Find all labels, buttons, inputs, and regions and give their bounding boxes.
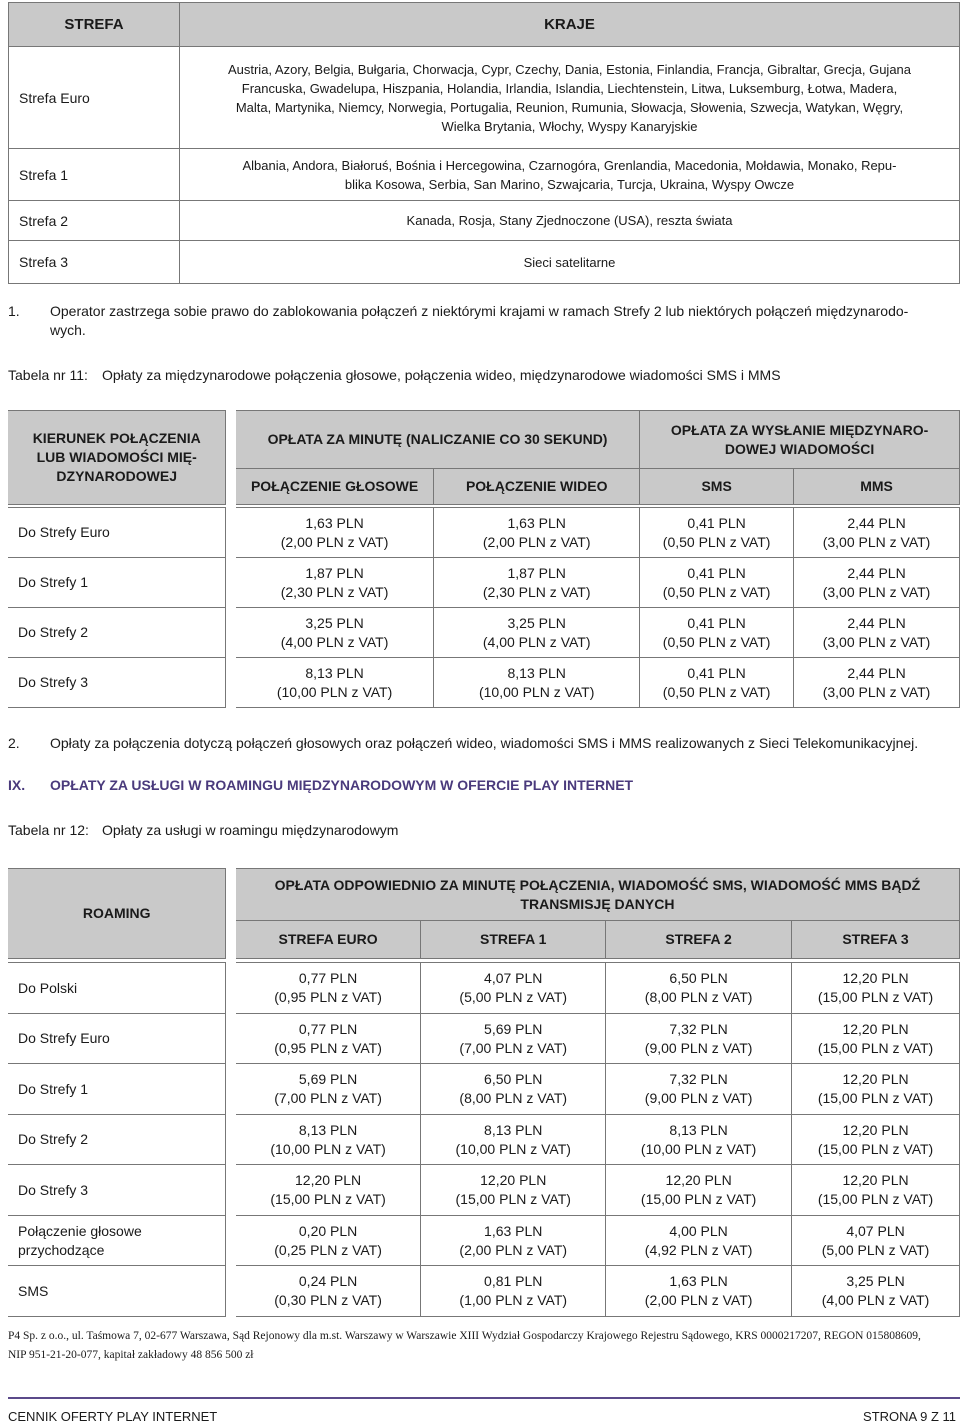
- price-cell: [434, 558, 640, 608]
- price-cell: [606, 1266, 792, 1317]
- price-net: 4,07 PLN: [484, 970, 543, 986]
- price-net: 12,20 PLN: [842, 1172, 909, 1188]
- subheader-strefa-euro: STREFA EURO: [236, 921, 421, 959]
- zone-name: Strefa 3: [9, 241, 180, 284]
- price-cell: [236, 1064, 421, 1115]
- price-cell: [421, 1014, 606, 1064]
- price-net: 1,63 PLN: [507, 514, 566, 531]
- price-cell: [421, 1115, 606, 1165]
- price-net: 2,44 PLN: [847, 664, 906, 681]
- table-row: [8, 1165, 960, 1216]
- zone-name: Strefa 1: [9, 149, 180, 201]
- price-net: 12,20 PLN: [842, 1071, 909, 1087]
- row-label: Do Strefy 2: [8, 1115, 226, 1165]
- legal-line: NIP 951-21-20-077, kapitał zakładowy 48 856 500 zł: [8, 1349, 254, 1361]
- price-gross: (8,00 PLN z VAT): [459, 1090, 568, 1106]
- price-cell: [640, 558, 794, 608]
- price-cell: [236, 1115, 421, 1165]
- price-gross: (3,00 PLN z VAT): [822, 633, 931, 650]
- subheader-sms: SMS: [640, 469, 794, 505]
- zone-name: Strefa 2: [9, 201, 180, 241]
- section-number: IX.: [8, 777, 26, 793]
- note-text-cont: wych.: [50, 322, 86, 338]
- price-net: 1,87 PLN: [305, 564, 364, 581]
- zones-row: [9, 201, 960, 241]
- price-net: 8,13 PLN: [484, 1121, 543, 1138]
- price-net: 12,20 PLN: [295, 1172, 362, 1188]
- price-cell: [236, 1014, 421, 1064]
- price-net: 0,81 PLN: [484, 1273, 543, 1289]
- table-12-body: [8, 962, 960, 1317]
- zone-countries: [180, 149, 960, 201]
- price-net: 1,87 PLN: [507, 564, 566, 581]
- price-cell: [421, 1064, 606, 1115]
- zones-header-zone: STREFA: [9, 3, 180, 47]
- countries-line: Albania, Andora, Białoruś, Bośnia i Hercegowina, Czarnogóra, Grenlandia, Macedonia, Mołdawia, Monako, Repu-: [242, 157, 897, 173]
- countries-line: Francuska, Gwadelupa, Hiszpania, Holandia, Irlandia, Islandia, Liechtenstein, Litwa, Luksemburg, Łotwa, Madera,: [241, 80, 898, 96]
- price-gross: (0,25 PLN z VAT): [274, 1241, 382, 1258]
- row-label: Do Strefy Euro: [8, 1014, 226, 1064]
- table-12: [8, 868, 960, 959]
- price-gross: (15,00 PLN z VAT): [817, 1039, 934, 1056]
- price-net: 12,20 PLN: [842, 1121, 909, 1138]
- price-gross: (15,00 PLN z VAT): [817, 989, 934, 1005]
- price-cell: [236, 608, 434, 658]
- table-row: [8, 1216, 960, 1266]
- zone-countries: [180, 201, 960, 241]
- price-cell: [794, 608, 960, 658]
- caption-text: Opłaty za usługi w roamingu międzynarodowym: [102, 822, 399, 838]
- price-net: 0,77 PLN: [298, 1020, 358, 1037]
- price-net: 6,50 PLN: [669, 970, 728, 986]
- legal-line: P4 Sp. z o.o., ul. Taśmowa 7, 02-677 Warszawa, Sąd Rejonowy dla m.st. Warszawy w Warszawie XIII Wydział Gospodarczy Krajowego Rejestru Sądowego, KRS 0000217207, REGON 015808609,: [8, 1330, 921, 1342]
- price-net: 5,69 PLN: [298, 1071, 358, 1087]
- countries-line: Kanada, Rosja, Stany Zjednoczone (USA), reszta świata: [406, 213, 733, 228]
- price-net: 0,20 PLN: [298, 1222, 358, 1239]
- price-net: 2,44 PLN: [847, 514, 906, 531]
- note-number: 1.: [8, 303, 20, 319]
- price-gross: (2,30 PLN z VAT): [482, 583, 591, 600]
- price-net: 8,13 PLN: [507, 664, 566, 681]
- price-net: 7,32 PLN: [669, 1020, 728, 1037]
- row-label: Do Polski: [8, 963, 226, 1014]
- price-gross: (15,00 PLN z VAT): [640, 1191, 757, 1207]
- price-net: 8,13 PLN: [669, 1121, 728, 1138]
- row-label: Do Strefy Euro: [8, 508, 226, 558]
- price-gross: (10,00 PLN z VAT): [270, 1140, 386, 1157]
- price-cell: [792, 1165, 960, 1216]
- header-direction: [8, 411, 226, 505]
- price-cell: [794, 658, 960, 708]
- price-net: 1,63 PLN: [484, 1222, 543, 1239]
- price-cell: [792, 963, 960, 1014]
- footer-page-number: STRONA 9 Z 11: [863, 1409, 956, 1424]
- price-cell: [236, 1216, 421, 1266]
- price-cell: [236, 658, 434, 708]
- price-net: 3,25 PLN: [305, 614, 364, 631]
- table-row: [8, 1266, 960, 1317]
- price-cell: [792, 1014, 960, 1064]
- header-line: LUB WIADOMOŚCI MIĘ-: [36, 449, 197, 465]
- price-gross: (2,00 PLN z VAT): [644, 1292, 753, 1308]
- price-net: 0,77 PLN: [298, 970, 358, 986]
- zones-table: [8, 2, 960, 284]
- row-label: Do Strefy 3: [8, 658, 226, 708]
- zone-countries: [180, 47, 960, 149]
- price-gross: (2,30 PLN z VAT): [280, 583, 389, 600]
- price-gross: (9,00 PLN z VAT): [644, 1039, 753, 1056]
- zones-header-countries: KRAJE: [180, 3, 960, 47]
- price-cell: [640, 608, 794, 658]
- price-cell: [421, 963, 606, 1014]
- price-cell: [434, 658, 640, 708]
- table-row: [8, 558, 960, 608]
- price-gross: (15,00 PLN z VAT): [817, 1090, 934, 1106]
- price-cell: [421, 1216, 606, 1266]
- price-gross: (0,30 PLN z VAT): [274, 1292, 382, 1308]
- caption-label: Tabela nr 11:: [8, 367, 88, 383]
- price-gross: (4,00 PLN z VAT): [280, 633, 389, 650]
- table-row: [8, 1115, 960, 1165]
- price-cell: [794, 558, 960, 608]
- price-gross: (15,00 PLN z VAT): [817, 1191, 934, 1207]
- price-net: 7,32 PLN: [669, 1071, 728, 1087]
- price-gross: (10,00 PLN z VAT): [455, 1140, 571, 1157]
- zones-row: [9, 149, 960, 201]
- note-2: [8, 734, 960, 753]
- zones-row: [9, 241, 960, 284]
- table-row: [8, 508, 960, 558]
- price-cell: [434, 608, 640, 658]
- price-cell: [640, 508, 794, 558]
- header-line: DZYNARODOWEJ: [56, 468, 177, 484]
- table-11-body: [8, 507, 960, 708]
- table-11: [8, 410, 960, 515]
- price-cell: [236, 963, 421, 1014]
- price-gross: (4,92 PLN z VAT): [644, 1241, 753, 1258]
- price-net: 3,25 PLN: [846, 1273, 905, 1289]
- price-cell: [236, 1266, 421, 1317]
- price-gross: (0,50 PLN z VAT): [662, 683, 771, 700]
- price-net: 8,13 PLN: [305, 664, 364, 681]
- header-message-fee: [640, 411, 960, 469]
- row-label: SMS: [8, 1266, 226, 1317]
- table-row: [8, 658, 960, 708]
- price-net: 6,50 PLN: [484, 1071, 543, 1087]
- price-gross: (3,00 PLN z VAT): [822, 533, 931, 550]
- price-gross: (5,00 PLN z VAT): [821, 1241, 930, 1258]
- price-net: 0,41 PLN: [687, 614, 746, 631]
- price-gross: (0,95 PLN z VAT): [274, 989, 382, 1005]
- table-row: [8, 1014, 960, 1064]
- note-text: Opłaty za połączenia dotyczą połączeń głosowych oraz połączeń wideo, wiadomości SMS i MMS realizowanych z Sieci Telekomunikacyjnej.: [50, 735, 919, 751]
- header-line: OPŁATA ZA WYSŁANIE MIĘDZYNARO-: [670, 421, 929, 438]
- table-12-caption: [8, 822, 398, 838]
- price-cell: [236, 508, 434, 558]
- subheader-video: POŁĄCZENIE WIDEO: [434, 469, 640, 505]
- countries-line: Austria, Azory, Belgia, Bułgaria, Chorwacja, Cypr, Czechy, Dania, Estonia, Finlandia, Francja, Gibraltar, Grecja, Gujana: [227, 61, 912, 77]
- price-gross: (4,00 PLN z VAT): [482, 633, 591, 650]
- header-line: KIERUNEK POŁĄCZENIA: [32, 430, 201, 446]
- price-gross: (10,00 PLN z VAT): [276, 683, 393, 700]
- price-cell: [606, 1165, 792, 1216]
- price-net: 8,13 PLN: [298, 1121, 358, 1138]
- countries-line: Sieci satelitarne: [523, 254, 616, 270]
- price-gross: (15,00 PLN z VAT): [270, 1191, 386, 1207]
- price-cell: [606, 1064, 792, 1115]
- price-net: 0,41 PLN: [687, 514, 746, 531]
- table-11-caption: [8, 367, 781, 383]
- price-net: 1,63 PLN: [305, 514, 364, 531]
- price-net: 3,25 PLN: [507, 614, 566, 631]
- price-gross: (2,00 PLN z VAT): [482, 533, 591, 550]
- price-net: 12,20 PLN: [665, 1172, 732, 1188]
- price-gross: (15,00 PLN z VAT): [817, 1140, 934, 1157]
- price-gross: (3,00 PLN z VAT): [822, 683, 931, 700]
- price-gross: (10,00 PLN z VAT): [478, 683, 595, 700]
- note-1: [8, 302, 960, 340]
- row-label-line: Połączenie głosowe: [18, 1222, 142, 1239]
- legal-notice: [8, 1327, 960, 1365]
- price-cell: [606, 1115, 792, 1165]
- table-row: [8, 608, 960, 658]
- price-cell: [236, 558, 434, 608]
- price-gross: (0,50 PLN z VAT): [662, 533, 771, 550]
- row-label-line: przychodzące: [18, 1241, 105, 1258]
- price-gross: (10,00 PLN z VAT): [640, 1140, 757, 1157]
- price-gross: (7,00 PLN z VAT): [274, 1090, 382, 1106]
- note-number: 2.: [8, 735, 20, 751]
- row-label: Do Strefy 1: [8, 1064, 226, 1115]
- price-cell: [794, 508, 960, 558]
- zone-name: Strefa Euro: [9, 47, 180, 149]
- price-cell: [792, 1064, 960, 1115]
- header-roaming: ROAMING: [8, 869, 226, 959]
- price-net: 0,24 PLN: [298, 1273, 358, 1289]
- caption-text: Opłaty za międzynarodowe połączenia głosowe, połączenia wideo, międzynarodowe wiadomości SMS i MMS: [102, 367, 781, 383]
- header-fee: [236, 869, 960, 921]
- price-net: 4,00 PLN: [669, 1222, 728, 1239]
- price-cell: [792, 1216, 960, 1266]
- price-cell: [421, 1165, 606, 1216]
- price-gross: (0,50 PLN z VAT): [662, 583, 771, 600]
- subheader-strefa-3: STREFA 3: [792, 921, 960, 959]
- price-gross: (9,00 PLN z VAT): [644, 1090, 753, 1106]
- countries-line: Malta, Martynika, Niemcy, Norwegia, Portugalia, Reunion, Rumunia, Słowacja, Słowenia, Szwecja, Watykan, Węgry,: [235, 99, 904, 115]
- price-net: 2,44 PLN: [847, 564, 906, 581]
- row-label: Do Strefy 3: [8, 1165, 226, 1216]
- price-gross: (2,00 PLN z VAT): [459, 1241, 568, 1258]
- price-net: 2,44 PLN: [847, 614, 906, 631]
- price-gross: (15,00 PLN z VAT): [455, 1191, 571, 1207]
- table-row: [8, 1064, 960, 1115]
- price-net: 5,69 PLN: [484, 1020, 543, 1037]
- footer-divider: [8, 1397, 960, 1399]
- price-net: 12,20 PLN: [480, 1172, 547, 1188]
- price-gross: (8,00 PLN z VAT): [644, 989, 753, 1005]
- price-gross: (1,00 PLN z VAT): [459, 1292, 568, 1308]
- price-net: 0,41 PLN: [687, 664, 746, 681]
- price-net: 4,07 PLN: [846, 1222, 905, 1239]
- table-row: [8, 963, 960, 1014]
- footer-document-title: CENNIK OFERTY PLAY INTERNET: [8, 1409, 218, 1424]
- price-gross: (3,00 PLN z VAT): [822, 583, 931, 600]
- price-net: 12,20 PLN: [842, 970, 909, 986]
- price-gross: (2,00 PLN z VAT): [280, 533, 389, 550]
- row-label: Do Strefy 1: [8, 558, 226, 608]
- countries-line: blika Kosowa, Serbia, San Marino, Szwajcaria, Turcja, Ukraina, Wyspy Owcze: [344, 176, 795, 192]
- price-cell: [606, 1014, 792, 1064]
- price-gross: (7,00 PLN z VAT): [459, 1039, 568, 1056]
- price-gross: (4,00 PLN z VAT): [821, 1292, 930, 1308]
- subheader-strefa-1: STREFA 1: [421, 921, 606, 959]
- section-text: OPŁATY ZA USŁUGI W ROAMINGU MIĘDZYNARODOWYM W OFERCIE PLAY INTERNET: [50, 777, 634, 793]
- price-net: 1,63 PLN: [669, 1273, 728, 1289]
- zone-countries: [180, 241, 960, 284]
- price-cell: [792, 1266, 960, 1317]
- subheader-mms: MMS: [794, 469, 960, 505]
- section-title: [8, 777, 633, 793]
- price-net: 12,20 PLN: [842, 1020, 909, 1037]
- row-label: Do Strefy 2: [8, 608, 226, 658]
- countries-line: Wielka Brytania, Włochy, Wyspy Kanaryjskie: [441, 118, 698, 134]
- price-cell: [421, 1266, 606, 1317]
- note-text: Operator zastrzega sobie prawo do zablokowania połączeń z niektórymi krajami w ramach Strefy 2 lub niektórych połączeń międzynarodo-: [50, 303, 909, 319]
- price-cell: [236, 1165, 421, 1216]
- price-gross: (0,50 PLN z VAT): [662, 633, 771, 650]
- price-net: 0,41 PLN: [687, 564, 746, 581]
- header-line: DOWEJ WIADOMOŚCI: [724, 440, 875, 457]
- price-gross: (5,00 PLN z VAT): [459, 989, 568, 1005]
- price-cell: [606, 963, 792, 1014]
- header-minute-fee: OPŁATA ZA MINUTĘ (NALICZANIE CO 30 SEKUND): [236, 411, 640, 469]
- price-cell: [606, 1216, 792, 1266]
- zones-row: [9, 47, 960, 149]
- header-line: OPŁATA ODPOWIEDNIO ZA MINUTĘ POŁĄCZENIA, WIADOMOŚĆ SMS, WIADOMOŚĆ MMS BĄDŹ: [274, 876, 921, 893]
- row-label: [8, 1216, 226, 1266]
- header-line: TRANSMISJĘ DANYCH: [520, 895, 675, 912]
- price-cell: [640, 658, 794, 708]
- price-cell: [792, 1115, 960, 1165]
- price-cell: [434, 508, 640, 558]
- subheader-voice: POŁĄCZENIE GŁOSOWE: [236, 469, 434, 505]
- subheader-strefa-2: STREFA 2: [606, 921, 792, 959]
- caption-label: Tabela nr 12:: [8, 822, 89, 838]
- price-gross: (0,95 PLN z VAT): [274, 1039, 382, 1056]
